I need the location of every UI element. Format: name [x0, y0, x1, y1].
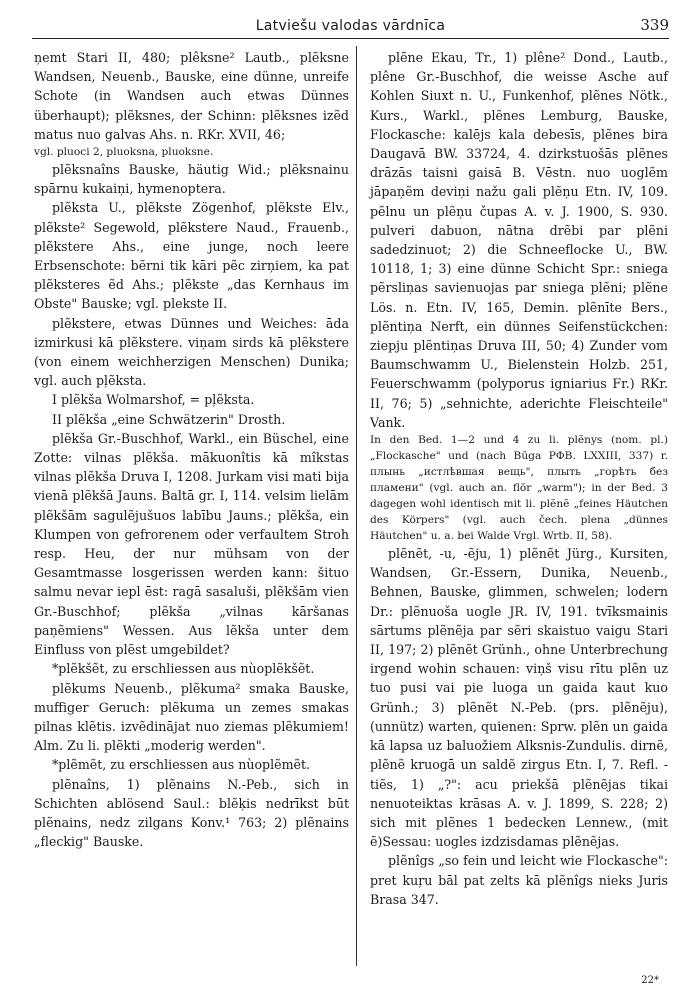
page-number: 339: [640, 16, 669, 34]
signature-mark: 22*: [641, 975, 659, 986]
right-column: [370, 48, 668, 909]
entry: plẽksnaîns Bauske, häutig Wid.; plẽksnainu spārnu kukaiņi, hymenoptera.: [34, 162, 349, 197]
entry-note: In den Bed. 1—2 und 4 zu li. plẽnys (nom. pl.) „Flockasche" und (nach Būga РФВ. LXXIII, 337) r. плынь „истлѣвшая вещь", плыть „горѣть без пламени" (vgl. auch an. flōr „warm"); in der Bed. 3 dagegen wohl identisch mit li. plẽnẽ „feines Häutchen des Körpers" (vgl. auch čech. plena „dünnes Häutchen" u. a. bei Walde Vrgl. Wrtb. II, 58).: [370, 434, 668, 543]
entry: *plẽkšẽt, zu erschliessen aus nùoplẽkšẽt.: [52, 661, 315, 677]
running-head: Latviešu valodas vārdnīca: [255, 18, 446, 34]
entry-note: vgl. pluoci 2, pluoksna, pluoksne.: [34, 146, 214, 159]
entry: plẽnaîns, 1) plẽnains N.-Peb., sich in Schichten ablösend Saul.: blẽķis nedrīkst būt plẽnains, nedz zilgans Konv.¹ 763; 2) plẽnains „fleckig" Bauske.: [34, 776, 349, 850]
entry: *plẽmẽt, zu erschliessen aus nùoplẽmẽt.: [52, 757, 311, 773]
entry: plẽne Ekau, Tr., 1) plêne² Dond., Lautb., plêne Gr.-Buschhof, die weisse Asche auf Kohlen Siuxt n. U., Funkenhof, plẽnes Nötk., Kurs., Warkl., plẽnes Lemburg, Bauske, Flockasche: kalējs kala debesīs, plẽnes bira Daugavā BW. 33724, 4. dzirkstuošās plẽnes drāzās taisni gaisā B. Vēstn. nuo uoglẽm jāpaņẽm deviņi nažu gali plẽņu Etn. IV, 109. pẽlnu un plẽņu čupas A. v. J. 1900, S. 930. pulveri dabuon, nātna drẽbi par plẽni sadedzinuot; 2) die Schneeflocke U., BW. 10118, 1; 3) eine dünne Schicht Spr.: sniega pẽrsliņas savienuojas par sniega plẽni; plẽne Lös. n. Etn. IV, 165, Demin. plẽnīte Bers., plẽntiņa Nerft, ein dünnes Seifenstückchen: ziepju plẽntiņas Druva III, 50; 4) Zunder vom Baumschwamm U., Bielenstein Holzb. 251, Feuerschwamm (polyporus igniarius Fr.) RKr. II, 76; 5) „sehnichte, aderichte Fleischteile" Vank.: [370, 50, 668, 430]
entry: plẽkša Gr.-Buschhof, Warkl., ein Büschel, eine Zotte: vilnas plẽkša. mākuonîtis kā mîkstas vilnas plẽkša Druva I, 1208. Jurkam visi mati bija vienā plẽkšā Jauns. Baltā gr. I, 114. velsim lielām plẽkšām sagulẽjušuos labību Jauns.; plẽkša, ein Klumpen von gefrorenem oder verfaultem Stroh resp. Heu, der nur mühsam von der Gesamtmasse losgerissen werden kann: šituo salmu nevar iepl ēst: ragā sasaluši, plẽkšām vien Gr.-Buschhof; plẽkša „vilnas kāršanas paņẽmiens" Wessen. Aus lẽkša unter dem Einfluss von plẽst umgebildet?: [34, 430, 349, 658]
entry: plẽnîgs „so fein und leicht wie Flockasche": pret kuŗu bāl pat zelts kā plẽnîgs nieks Juris Brasa 347.: [370, 853, 668, 907]
entry: plẽksta U., plẽkste Zögenhof, plẽkste Elv., plẽkste² Segewold, plẽkstere Naud., Frauenb., plẽkstere Ahs., eine junge, noch leere Erbsenschote: bẽrni tik kāri pẽc zirņiem, ka pat plẽksteres ẽd Ahs.; plẽkste „das Kernhaus im Obste" Bauske; vgl. plekste II.: [34, 200, 349, 312]
entry: plẽkums Neuenb., plẽkuma² smaka Bauske, muffiger Geruch: plẽkuma un zemes smakas pilnas klẽtis. izvẽdinājat nuo ziemas plẽkumiem! Alm. Zu li. plẽkti „moderig werden".: [34, 680, 349, 754]
entry: plẽnẽt, -u, -ẽju, 1) plẽnẽt Jürg., Kursiten, Wandsen, Gr.-Essern, Dunika, Neuenb., Behnen, Bauske, glimmen, schwelen; lodern Dr.: plẽnuoša uogle JR. IV, 191. tvīksmainis sārtums plẽnẽja par sẽri skaistuo vaigu Stari II, 197; 2) plẽnẽt Grünh., ohne Unterbrechung irgend wohin schauen: viņš visu rītu plẽn uz tuo pusi vai pie luoga un gaida kaut kuo Grünh.; 3) plẽnẽt N.-Peb. (prs. plẽnẽju), (unnütz) warten, quienen: Sprw. plẽn un gaida kā lapsa uz baluožiem Alksnis-Zundulis. dirnẽ, plẽnẽ kruogā un saldẽ zirgus Etn. I, 7. Refl. -tiẽs, 1) „?": acu priekšā plẽnẽjas tikai nenuoteiktas krāsas A. v. J. 1899, S. 228; 2) sich mit plẽnes 1 bedecken Lennew., (mit ẽ)Sessau: uogles izdzisdamas plẽnẽjas.: [370, 546, 668, 850]
entry: II plẽkša „eine Schwätzerin" Drosth.: [52, 411, 286, 427]
entry: ņemt Stari II, 480; plêksne² Lautb., plẽksne Wandsen, Neuenb., Bauske, eine dünne, unreife Schote (in Wandsen auch etwas Dünnes überhaupt); plẽksnes, der Schinn: plẽksnes izẽd matus nuo galvas Ahs. n. RKr. XVII, 46;: [34, 50, 349, 142]
left-column: [34, 48, 349, 851]
column-divider: [356, 46, 357, 966]
page-header: [32, 14, 669, 39]
entry: I plẽkša Wolmarshof, = pļẽksta.: [52, 392, 255, 408]
entry: plẽkstere, etwas Dünnes und Weiches: āda izmirkusi kā plẽkstere. viņam sirds kā plẽkstere (von einem weichherzigen Menschen) Dunika; vgl. auch pļẽksta.: [34, 315, 349, 389]
